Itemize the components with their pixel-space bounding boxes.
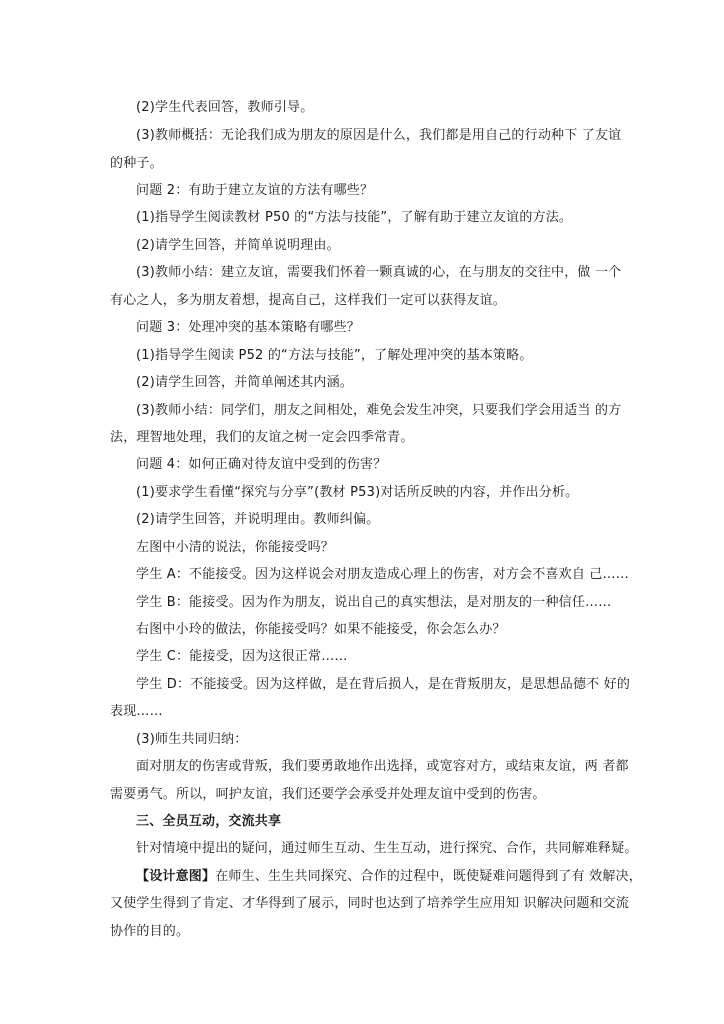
paragraph-line: 的种子。	[110, 156, 163, 171]
design-intent-text: 在师生、生生共同探究、合作的过程中，既使疑难问题得到了有 效解决，	[215, 869, 642, 884]
paragraph-line: 有心之人，多为朋友着想，提高自己，这样我们一定可以获得友谊。	[110, 293, 507, 308]
question-heading: 问题 4：如何正确对待友谊中受到的伤害？	[136, 457, 387, 472]
paragraph-line: (2)请学生回答，并简单阐述其内涵。	[136, 375, 354, 390]
paragraph-line: (3)教师概括：无论我们成为朋友的原因是什么，我们都是用自己的行动种下 了友谊	[136, 128, 622, 143]
paragraph-line: (3)教师小结：建立友谊，需要我们怀着一颗真诚的心，在与朋友的交往中，做 一个	[136, 265, 622, 280]
paragraph-line: (2)请学生回答，并说明理由。教师纠偏。	[136, 512, 380, 527]
paragraph-line: (3)师生共同归纳：	[136, 732, 248, 747]
paragraph-line: (3)教师小结：同学们，朋友之间相处，难免会发生冲突，只要我们学会用适当 的方	[136, 403, 622, 418]
paragraph-line: 需要勇气。所以，呵护友谊，我们还要学会承受并处理友谊中受到的伤害。	[110, 787, 546, 802]
paragraph-line: (2)请学生回答，并简单说明理由。	[136, 238, 340, 253]
paragraph-line: 右图中小玲的做法，你能接受吗？如果不能接受，你会怎么办？	[136, 622, 506, 637]
paragraph-line: 左图中小清的说法，你能接受吗？	[136, 540, 335, 555]
question-heading: 问题 3：处理冲突的基本策略有哪些？	[136, 320, 361, 335]
paragraph-line: 学生 C：能接受，因为这很正常……	[136, 649, 348, 664]
question-heading: 问题 2：有助于建立友谊的方法有哪些？	[136, 183, 374, 198]
paragraph-line: 法，理智地处理，我们的友谊之树一定会四季常青。	[110, 430, 414, 445]
paragraph-line: 学生 A：不能接受。因为这样说会对朋友造成心理上的伤害，对方会不喜欢自 己……	[136, 567, 629, 582]
paragraph-line: (1)要求学生看懂“探究与分享”(教材 P53)对话所反映的内容，并作出分析。	[136, 485, 579, 500]
paragraph-line: 学生 B：能接受。因为作为朋友，说出自己的真实想法，是对朋友的一种信任……	[136, 595, 612, 610]
paragraph-line: 学生 D：不能接受。因为这样做，是在背后损人，是在背叛朋友，是思想品德不 好的	[136, 677, 631, 692]
paragraph-line: 协作的目的。	[110, 924, 190, 939]
paragraph-line: (2)学生代表回答，教师引导。	[136, 100, 314, 115]
paragraph-line: (1)指导学生阅读 P52 的“方法与技能”，了解处理冲突的基本策略。	[136, 348, 533, 363]
paragraph-line: (1)指导学生阅读教材 P50 的“方法与技能”，了解有助于建立友谊的方法。	[136, 210, 573, 225]
paragraph-line: 表现……	[110, 704, 163, 719]
design-intent-label: 【设计意图】	[136, 869, 216, 884]
paragraph-line: 面对朋友的伤害或背叛，我们要勇敢地作出选择，或宽容对方，或结束友谊，两 者都	[136, 759, 629, 774]
design-intent-line	[136, 868, 642, 886]
section-heading: 三、全员互动，交流共享	[136, 814, 282, 829]
paragraph-line: 针对情境中提出的疑问，通过师生互动、生生互动，进行探究、合作，共同解难释疑。	[136, 841, 638, 856]
paragraph-line: 又使学生得到了肯定、才华得到了展示，同时也达到了培养学生应用知 识解决问题和交流	[110, 896, 630, 911]
